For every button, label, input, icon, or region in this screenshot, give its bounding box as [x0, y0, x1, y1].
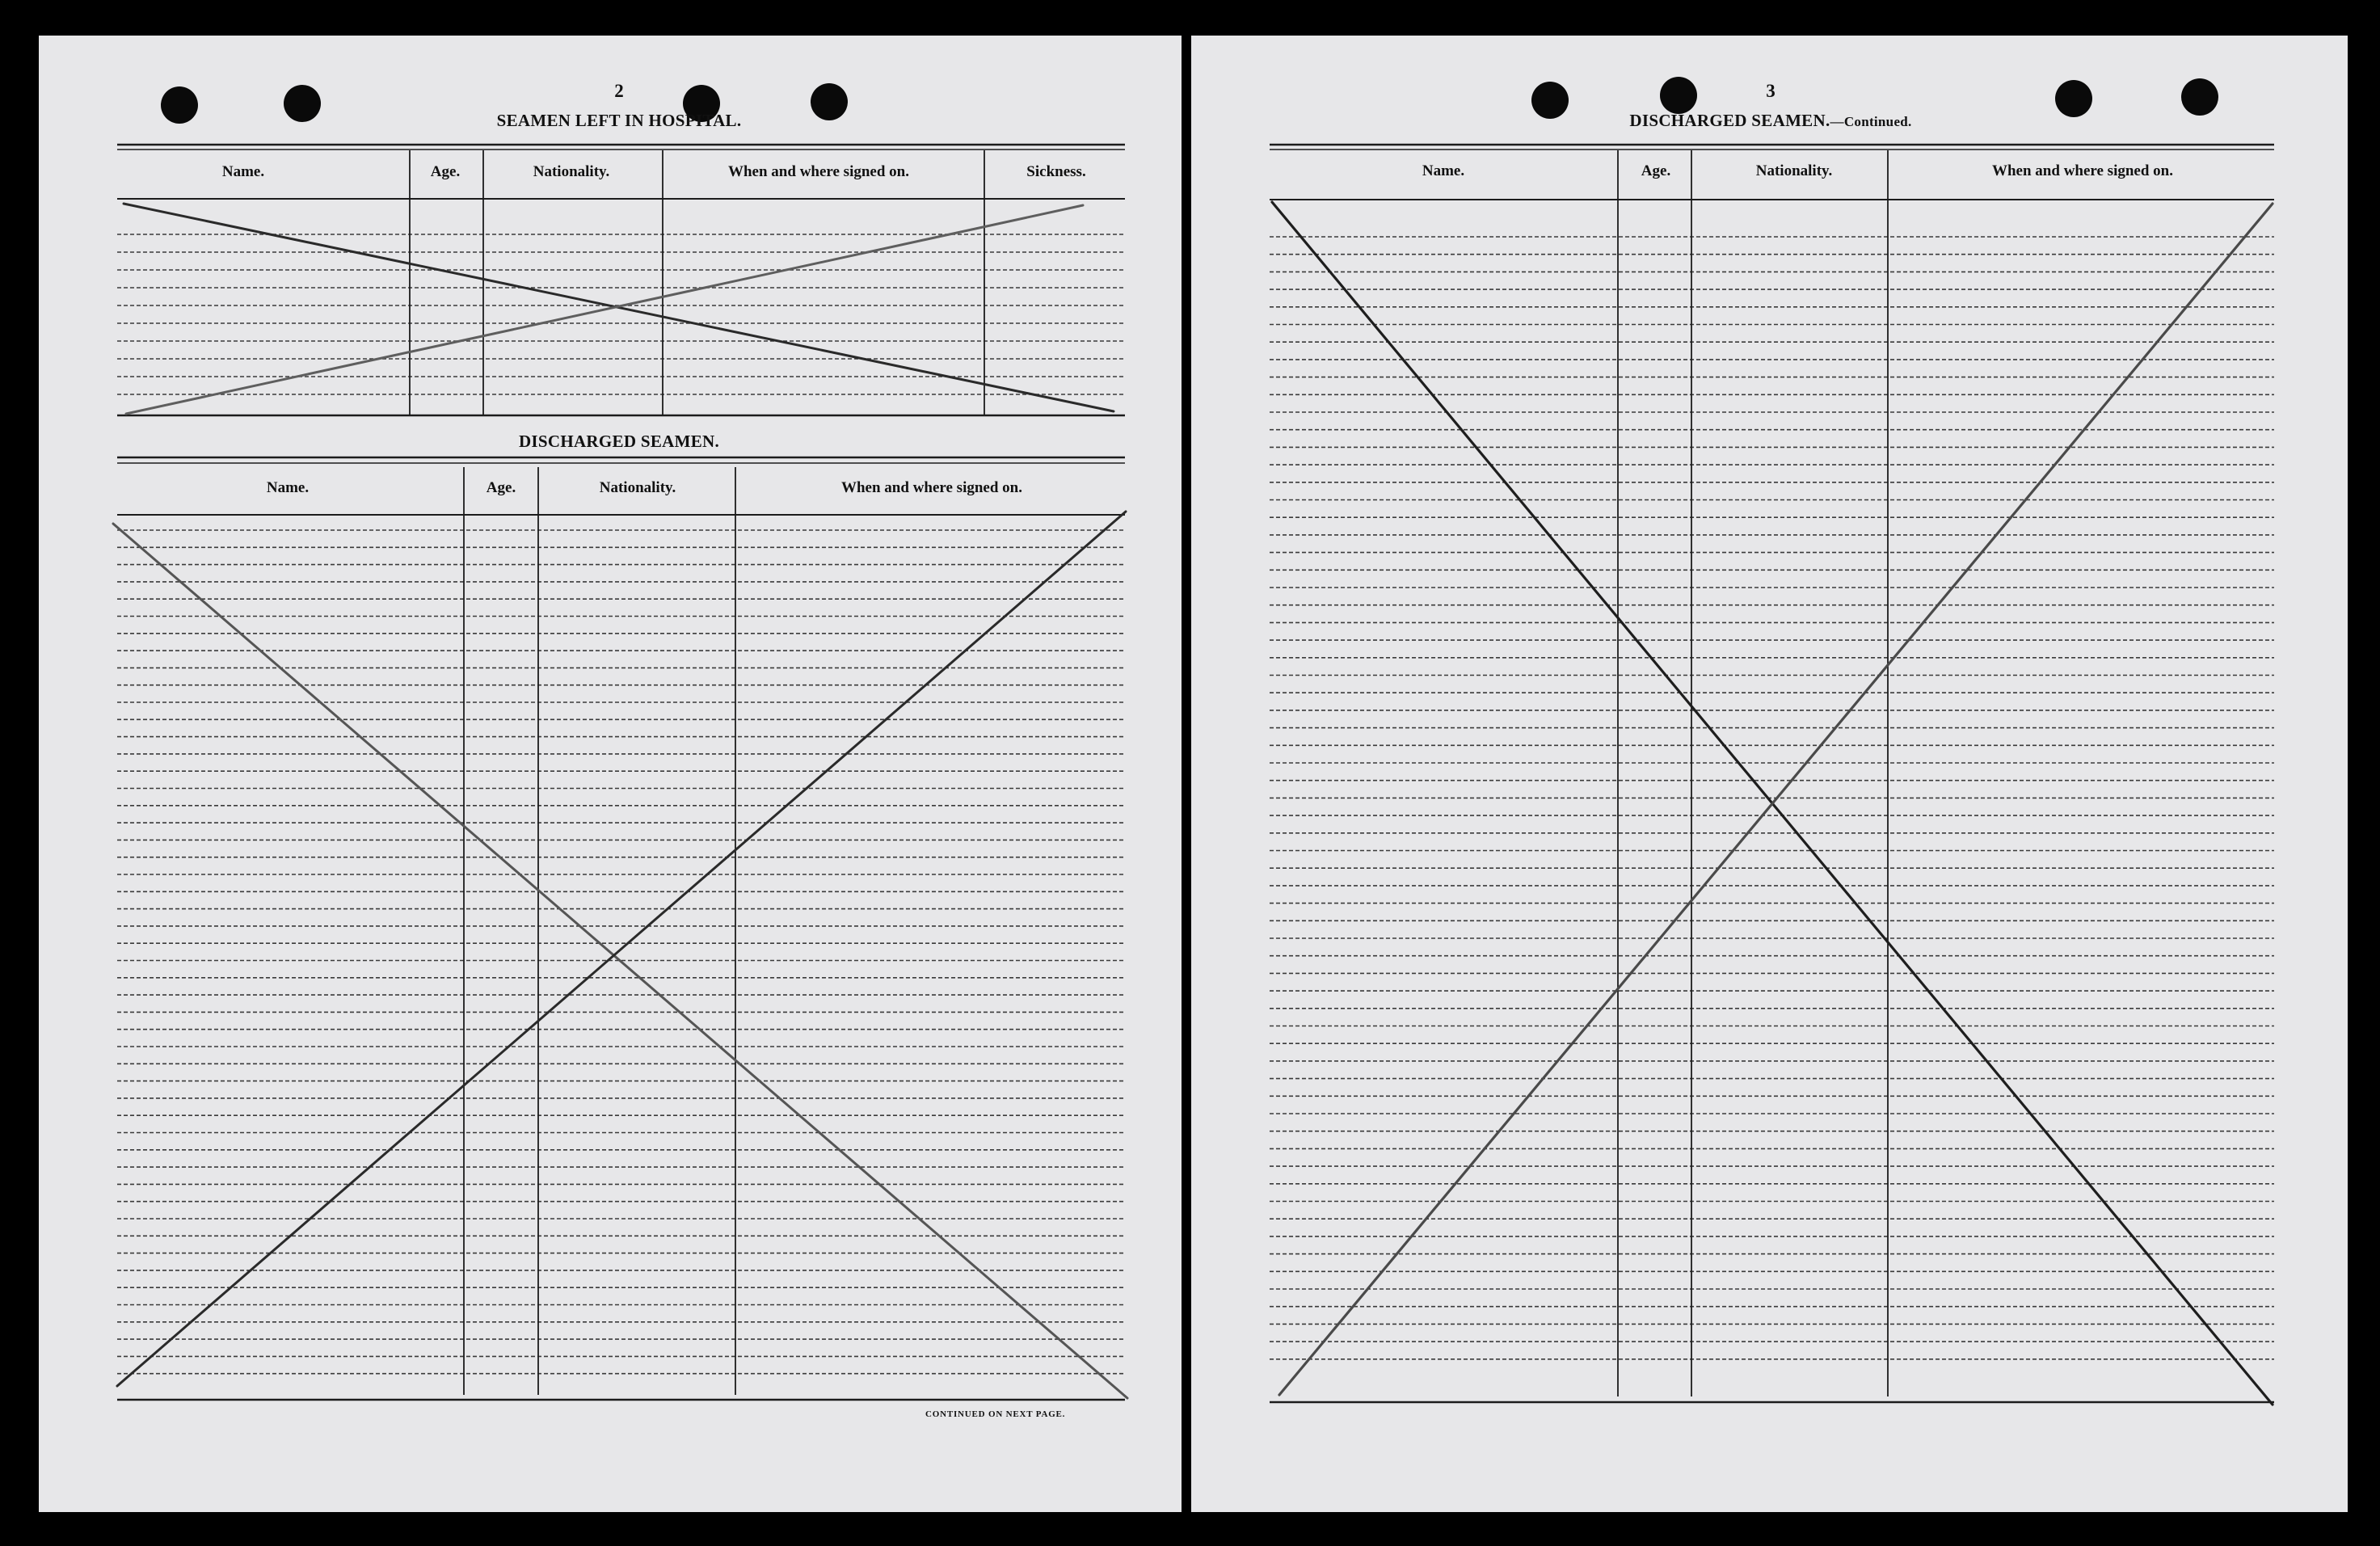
discharged-section-title: DISCHARGED SEAMEN. [518, 432, 720, 451]
right-col-signed-on: When and where signed on. [1991, 162, 2174, 179]
title-main: DISCHARGED SEAMEN. [1629, 111, 1830, 130]
hospital-col-sickness: Sickness. [1026, 163, 1086, 180]
discharged-col-age: Age. [486, 479, 516, 496]
hospital-col-nationality: Nationality. [533, 163, 610, 180]
page-number: 2 [614, 81, 624, 101]
hospital-section-title: SEAMEN LEFT IN HOSPITAL. [496, 111, 742, 130]
title-continued: —Continued. [1830, 114, 1912, 129]
continued-note: CONTINUED ON NEXT PAGE. [925, 1409, 1066, 1419]
hospital-col-name: Name. [221, 163, 265, 180]
discharged-col-signed-on: When and where signed on. [840, 479, 1023, 496]
page-number: 3 [1766, 81, 1776, 101]
cross-out-line [117, 512, 1126, 1386]
hospital-col-age: Age. [430, 163, 461, 180]
cross-out-line [1279, 204, 2273, 1395]
right-col-nationality: Nationality. [1755, 162, 1833, 179]
discharged-col-nationality: Nationality. [599, 479, 676, 496]
cross-out-line [126, 205, 1083, 414]
cross-out-line [113, 524, 1127, 1398]
right-col-name: Name. [1422, 162, 1465, 179]
right-col-age: Age. [1641, 162, 1671, 179]
hospital-col-signed-on: When and where signed on. [727, 163, 910, 180]
discharged-col-name: Name. [266, 479, 310, 496]
